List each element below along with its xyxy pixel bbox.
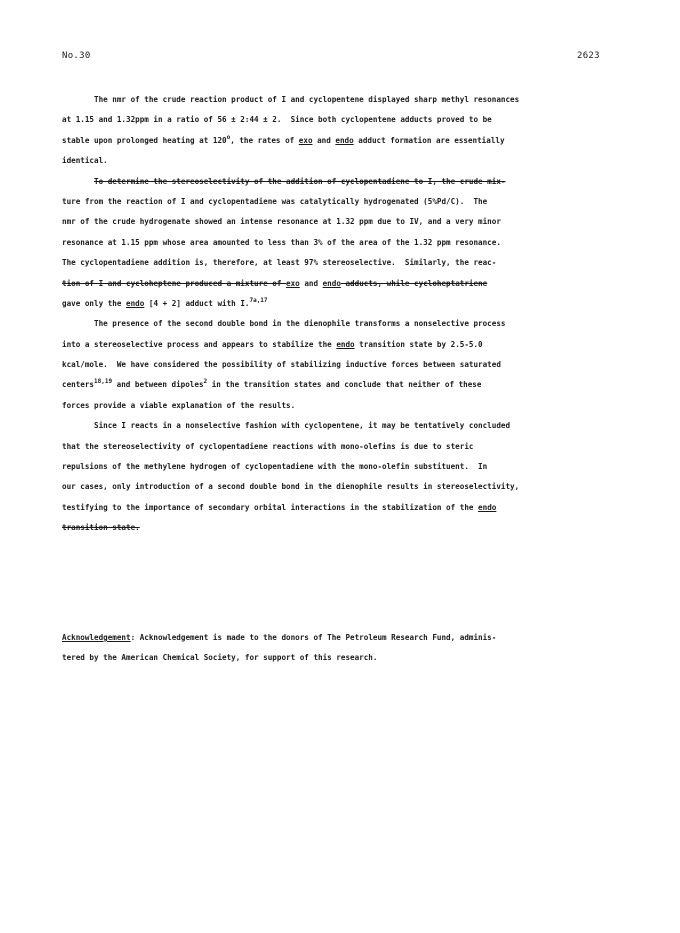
text-line: nmr of the crude hydrogenate showed an intense resonance at 1.32 ppm due to IV, and a very minor bbox=[62, 217, 501, 227]
reference-superscript: 2 bbox=[203, 378, 208, 386]
text-run: gave only the bbox=[62, 298, 127, 308]
text-line: forces provide a viable explanation of the results. bbox=[62, 400, 296, 410]
paragraph-2 bbox=[62, 172, 617, 315]
paragraph-3 bbox=[62, 314, 617, 416]
text-line bbox=[62, 131, 617, 151]
text-line: The cyclopentadiene addition is, therefore, at least 97% stereoselective. Similarly, the reac- bbox=[62, 258, 497, 268]
text-run: and bbox=[299, 278, 323, 288]
text-run: : Acknowledgement is made to the donors of The Petroleum Research Fund, adminis- bbox=[130, 633, 497, 642]
paragraph-4 bbox=[62, 416, 617, 538]
text-line bbox=[62, 335, 617, 355]
text-run: testifying to the importance of secondary orbital interactions in the stabilization of the bbox=[62, 502, 479, 512]
text-run: , the rates of bbox=[230, 135, 299, 145]
reference-superscript: 7a,17 bbox=[249, 296, 268, 304]
text-line: resonance at 1.15 ppm whose area amounted to less than 3% of the area of the 1.32 ppm resonance. bbox=[62, 237, 501, 247]
text-run: transition state by 2.5-5.0 bbox=[354, 339, 483, 349]
acknowledgement-label: Acknowledgement bbox=[62, 633, 131, 642]
text-run: stable upon prolonged heating at 120 bbox=[62, 135, 227, 145]
emphasis-exo: exo bbox=[298, 135, 313, 145]
text-line: that the stereoselectivity of cyclopentadiene reactions with mono-olefins is due to steric bbox=[62, 441, 474, 451]
text-line: transition state. bbox=[62, 523, 140, 533]
journal-issue: No.30 bbox=[62, 51, 91, 61]
emphasis-endo: endo bbox=[335, 135, 354, 145]
emphasis-endo: endo bbox=[126, 298, 145, 308]
text-run: and bbox=[312, 135, 336, 145]
text-line: repulsions of the methylene hydrogen of cyclopentadiene with the mono-olefin substituent. In bbox=[62, 462, 488, 472]
text-line: Since I reacts in a nonselective fashion with cyclopentene, it may be tentatively concluded bbox=[94, 421, 511, 431]
text-line: To determine the stereoselectivity of the addition of cyclopentadiene to I, the crude mix- bbox=[94, 176, 506, 186]
text-line bbox=[62, 274, 617, 294]
emphasis-exo: exo bbox=[286, 278, 300, 288]
text-line bbox=[62, 294, 617, 314]
text-line: identical. bbox=[62, 156, 108, 166]
text-run: adduct formation are essentially bbox=[353, 135, 505, 145]
text-line: kcal/mole. We have considered the possibility of stabilizing inductive forces between saturated bbox=[62, 360, 501, 370]
paragraph-1 bbox=[62, 90, 617, 172]
emphasis-endo: endo bbox=[478, 502, 497, 512]
text-line: at 1.15 and 1.32ppm in a ratio of 56 ± 2:44 ± 2. Since both cyclopentene adducts proved to be bbox=[62, 115, 492, 125]
text-run: into a stereoselective process and appears to stabilize the bbox=[62, 339, 337, 349]
page-number: 2623 bbox=[577, 51, 600, 61]
text-line bbox=[62, 498, 617, 518]
reference-superscript: 18,19 bbox=[94, 378, 113, 386]
text-line: The nmr of the crude reaction product of I and cyclopentene displayed sharp methyl resonances bbox=[94, 95, 520, 104]
text-run: centers bbox=[62, 380, 95, 390]
text-line: The presence of the second double bond in the dienophile transforms a nonselective process bbox=[94, 319, 506, 329]
text-line bbox=[62, 375, 617, 395]
text-run: and between dipoles bbox=[112, 380, 204, 390]
degree-superscript: o bbox=[226, 133, 231, 141]
emphasis-endo: endo bbox=[322, 278, 341, 288]
text-run: tion of I and cycloheptene produced a mixture of bbox=[62, 278, 287, 288]
text-run: in the transition states and conclude that neither of these bbox=[207, 380, 482, 390]
text-run: [4 + 2] adduct with I. bbox=[144, 298, 250, 308]
acknowledgement bbox=[62, 628, 622, 669]
text-run: adducts, while cycloheptatriene bbox=[340, 278, 488, 288]
emphasis-endo: endo bbox=[336, 339, 355, 349]
text-line: tered by the American Chemical Society, for support of this research. bbox=[62, 653, 378, 663]
article-body bbox=[62, 90, 617, 539]
text-line: ture from the reaction of I and cyclopentadiene was catalytically hydrogenated (5%Pd/C). The bbox=[62, 196, 488, 206]
text-line bbox=[62, 628, 622, 648]
text-line: our cases, only introduction of a second double bond in the dienophile results in stereoselectivity, bbox=[62, 482, 520, 492]
